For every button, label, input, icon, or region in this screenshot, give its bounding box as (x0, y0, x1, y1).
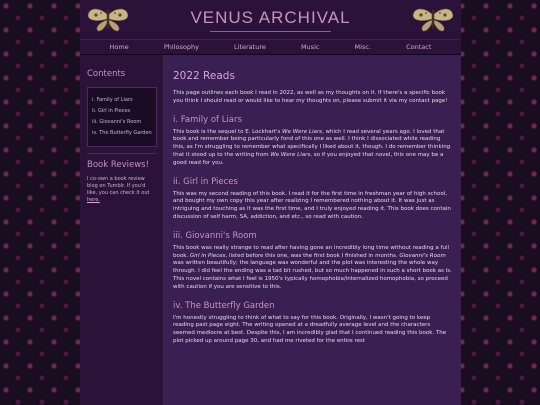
moth-icon (411, 4, 455, 34)
page-title: 2022 Reads (173, 70, 235, 82)
section-paragraph: This book is the sequel to E. Lockhart's We Were Liars, which I read several years ago. I loved that book and remember being particularly fond of this one as well. I think I dissociated while reading this, as I'm struggling to remember what specifically I liked about it, though. I do remember thinking that it stood up to the writing from We Were Liars, so if you enjoyed that novel, this one may be a good read for you. (173, 128, 451, 166)
nav-contact[interactable]: Contact (406, 43, 432, 51)
reviews-description: I co-own a book review blog on Tumblr. If you'd like, you can check it out (87, 176, 150, 196)
site-title: VENUS ARCHIVAL (190, 8, 351, 27)
section-heading: i. Family of Liars (173, 114, 242, 125)
site-container (80, 0, 461, 405)
reviews-text (87, 176, 157, 204)
toc-item[interactable]: ii. Girl in Pieces (92, 108, 131, 114)
section-paragraph: This was my second reading of this book. I read it for the first time in freshman year of high school, and bought my own copy this year after realizing I remembered nothing about it. It was just as intriguing and touching as it was the first time, and I truly enjoyed reading it. This book does contain discussion of self harm, SA, addiction, and etc., so read with caution. (173, 190, 451, 220)
toc-item[interactable]: iv. The Butterfly Garden (92, 130, 152, 136)
main-content (164, 55, 461, 405)
section-paragraph: This book was really strange to read after having gone an incredibly long time without reading a full book. Girl in Pieces, listed before this one, was the first book I finished in months. Giovanni's Room was written beautifully; the language was wonderful and the plot was interesting the whole way through. I did feel the ending was a tad bit rushed, but so much happened in such a short book as is. This novel contains what I feel is 1950's typically homophobia/internalized homophobia, so proceed with caution if you are sensitive to this. (173, 244, 452, 290)
sidebar-divider (87, 153, 157, 154)
nav-misc[interactable]: Misc. (354, 43, 371, 51)
nav-philosophy[interactable]: Philosophy (163, 43, 199, 51)
section-heading: ii. Girl in Pieces (173, 176, 238, 187)
section-heading: iv. The Butterfly Garden (173, 300, 275, 311)
nav-music[interactable]: Music (300, 43, 320, 51)
toc-item[interactable]: i. Family of Liars (92, 97, 133, 103)
contents-heading: Contents (87, 69, 126, 79)
site-header (80, 0, 461, 40)
reviews-link[interactable]: here. (87, 197, 100, 203)
nav-home[interactable]: Home (109, 43, 129, 51)
section-paragraph: I'm honestly struggling to think of what to say for this book. Originally, I wasn't going to keep reading past page eight. The writing opened at a dreadfully average level and the characters seemed mediocre at best. Despite this, I am incredibly glad that I continued reading this book. The plot picked up around page 30, and had me riveted for the entire rest (173, 314, 447, 344)
sidebar (80, 55, 164, 405)
reviews-heading: Book Reviews! (87, 160, 150, 170)
toc-item[interactable]: iii. Giovanni's Room (92, 119, 142, 125)
nav-literature[interactable]: Literature (234, 43, 266, 51)
table-of-contents (87, 87, 157, 147)
intro-paragraph: This page outlines each book I read in 2022, as well as my thoughts on it. If there's a specific book you think I should read or would like to hear my thoughts on, please submit it via my contact page! (173, 90, 448, 104)
title-divider (210, 31, 331, 32)
main-nav (80, 40, 461, 55)
section-heading: iii. Giovanni's Room (173, 230, 257, 241)
